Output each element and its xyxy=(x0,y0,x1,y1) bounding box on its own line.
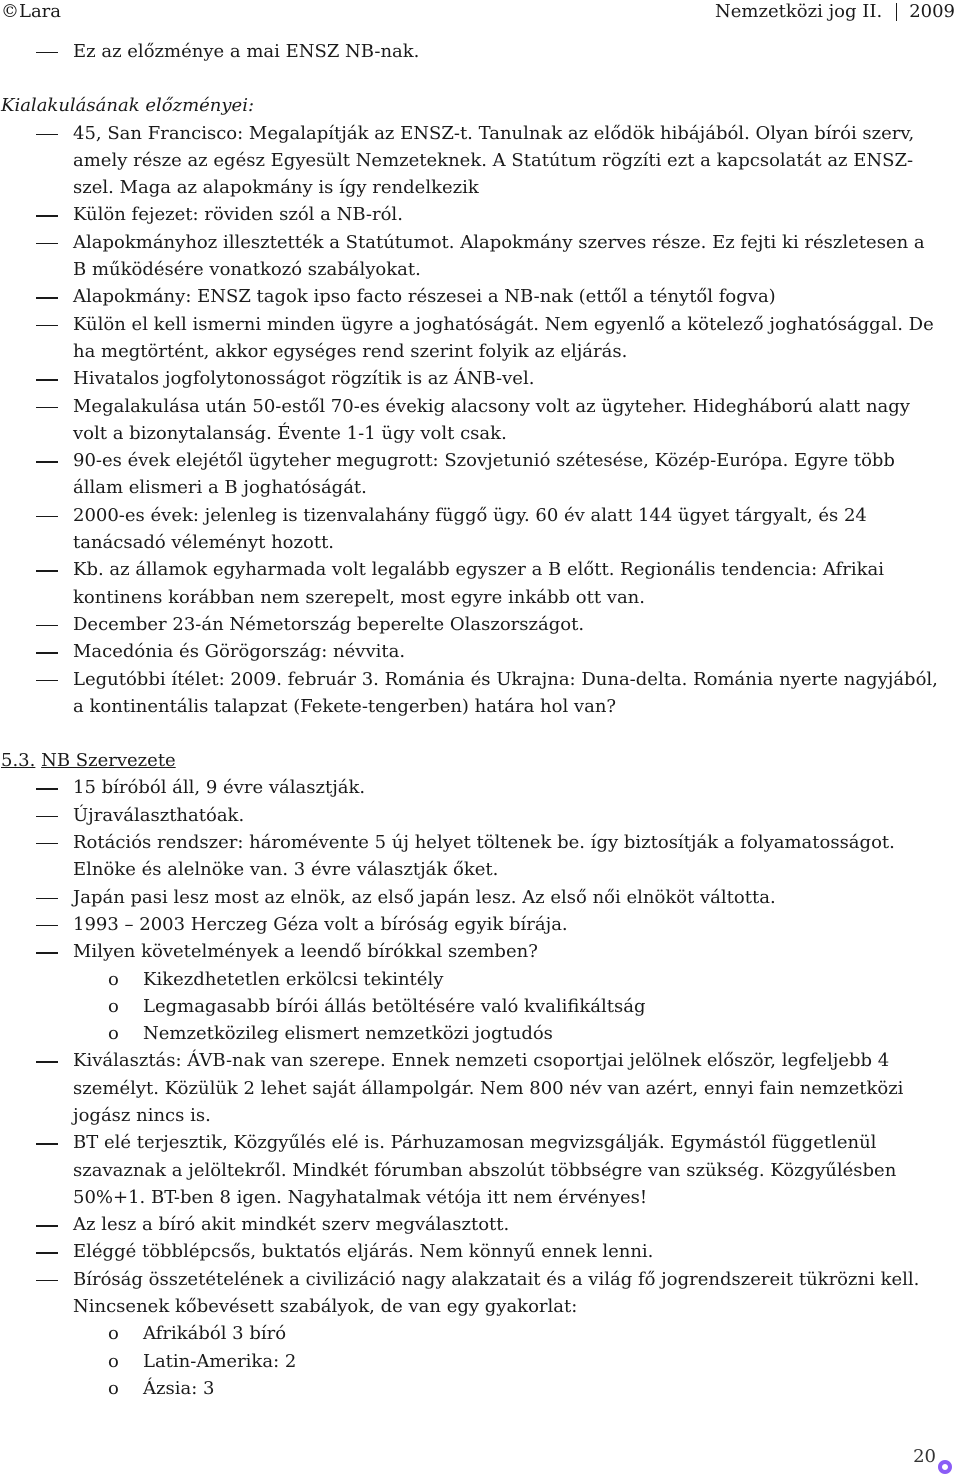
list-item xyxy=(0,802,960,829)
course-title: Nemzetközi jog II. xyxy=(715,1,883,22)
page-header xyxy=(0,0,960,26)
list-item-text: Az lesz a bíró akit mindkét szerv megválasztott. xyxy=(73,1214,510,1236)
list-item-text: BT elé terjesztik, Közgyűlés elé is. Párhuzamosan megvizsgálják. Egymástól függetlenül szavaznak a jelöltekről. Mindkét fórumban abszolút többségre van szükség. Közgyűlésben 50%+1. BT-ben 8 igen. Nagyhatalmak vétója itt nem érvényes! xyxy=(73,1132,897,1208)
list-item xyxy=(0,666,960,721)
sub-list-item xyxy=(0,966,960,993)
sub-list-item xyxy=(0,1348,960,1375)
list-item xyxy=(0,201,960,228)
list-item-text: Újraválaszthatóak. xyxy=(73,804,245,826)
list-item-text: 1993 – 2003 Herczeg Géza volt a bíróság egyik bírája. xyxy=(73,913,568,935)
list-item-text: 2000-es évek: jelenleg is tizenvalahány függő ügy. 60 év alatt 144 ügyet tárgyalt, és 24 tanácsadó véleményt hozott. xyxy=(73,504,867,554)
list-item-text: Megalakulása után 50-estől 70-es évekig alacsony volt az ügyteher. Hidegháború alatt nagy volt a bizonytalanság. Évente 1-1 ügy volt csak. xyxy=(73,395,910,444)
header-course-info xyxy=(715,0,955,24)
page-number: 20 xyxy=(913,1446,936,1467)
list-item xyxy=(0,38,960,65)
list-item-text: Milyen követelmények a leendő bírókkal szemben? xyxy=(73,941,538,963)
sub-list-item xyxy=(0,1375,960,1402)
circle-bullet: o xyxy=(108,968,119,990)
list-item xyxy=(0,884,960,911)
sub-list-item-text: Kikezdhetetlen erkölcsi tekintély xyxy=(143,968,444,990)
sub-list-item xyxy=(0,1020,960,1047)
list-item-text: Ez az előzménye a mai ENSZ NB-nak. xyxy=(73,41,420,62)
sub-list-item-text: Nemzetközileg elismert nemzetközi jogtudós xyxy=(143,1023,553,1045)
list-item xyxy=(0,283,960,310)
circle-bullet: o xyxy=(108,1377,119,1399)
list-item-text: Legutóbbi ítélet: 2009. február 3. Románia és Ukrajna: Duna-delta. Románia nyerte nagyjából, a kontinentális talapzat (Fekete-tengerben) határa hol van? xyxy=(73,668,938,717)
list-item-text: Macedónia és Görögország: névvita. xyxy=(73,641,406,663)
sub-list-item-text: Latin-Amerika: 2 xyxy=(143,1350,297,1372)
list-item xyxy=(0,365,960,392)
watermark-logo-icon xyxy=(938,1460,952,1474)
section-title: NB Szervezete xyxy=(41,750,176,772)
header-separator xyxy=(896,3,897,21)
list-item-text: Alapokmány: ENSZ tagok ipso facto részesei a NB-nak (ettől a ténytől fogva) xyxy=(73,286,776,308)
list-item xyxy=(0,1266,960,1321)
list-item xyxy=(0,311,960,366)
list-item xyxy=(0,1211,960,1238)
section-heading-history: Kialakulásának előzményei: xyxy=(1,95,255,117)
list-item-text: Kiválasztás: ÁVB-nak van szerepe. Ennek nemzeti csoportjai jelölnek először, legfeljebb 4 személyt. Közülük 2 lehet saját állampolgár. Nem 800 név van azért, ennyi fain nemzetközi jogász nincs is. xyxy=(73,1050,904,1126)
list-item-text: Kb. az államok egyharmada volt legalább egyszer a B előtt. Regionális tendencia: Afrikai kontinens korábban nem szerepelt, most egyre inkább ott van. xyxy=(73,559,884,608)
list-item-text: December 23-án Németország beperelte Olaszországot. xyxy=(73,613,585,635)
list-item xyxy=(0,774,960,801)
list-item xyxy=(0,911,960,938)
sub-list-item-text: Legmagasabb bírói állás betöltésére való kvalifikáltság xyxy=(143,995,646,1017)
course-year: 2009 xyxy=(909,1,955,22)
list-item xyxy=(0,1129,960,1211)
circle-bullet: o xyxy=(108,1350,119,1372)
sub-list-item-text: Afrikából 3 bíró xyxy=(143,1323,287,1345)
list-item-text: Külön el kell ismerni minden ügyre a joghatóságát. Nem egyenlő a kötelező joghatósággal. De ha megtörtént, akkor egységes rend szerint folyik az eljárás. xyxy=(73,313,934,362)
list-item xyxy=(0,938,960,965)
list-item-text: 90-es évek elejétől ügyteher megugrott: Szovjetunió szétesése, Közép-Európa. Egyre több állam elismeri a B joghatóságát. xyxy=(73,450,895,499)
copyright-author: ©Lara xyxy=(1,1,62,22)
list-item-text: Japán pasi lesz most az elnök, az első japán lesz. Az első női elnököt váltotta. xyxy=(73,886,776,908)
list-item xyxy=(0,611,960,638)
sub-list-item xyxy=(0,1320,960,1347)
list-item-text: Külön fejezet: röviden szól a NB-ról. xyxy=(73,204,403,226)
list-item xyxy=(0,556,960,611)
circle-bullet: o xyxy=(108,1023,119,1045)
list-item-text: Alapokmányhoz illesztették a Statútumot. Alapokmány szerves része. Ez fejti ki részletesen a B működésére vonatkozó szabályokat. xyxy=(73,231,925,281)
list-item-text: Bíróság összetételének a civilizáció nagy alakzatait és a világ fő jogrendszereit tükrözni kell. Nincsenek kőbevésett szabályok, de van egy gyakorlat: xyxy=(73,1268,920,1318)
list-item xyxy=(0,229,960,284)
list-item-text: Hivatalos jogfolytonosságot rögzítik is az ÁNB-vel. xyxy=(73,368,535,390)
list-item xyxy=(0,120,960,202)
list-item-text: Eléggé többlépcsős, buktatós eljárás. Nem könnyű ennek lenni. xyxy=(73,1241,654,1263)
list-item xyxy=(0,638,960,665)
list-item xyxy=(0,1238,960,1265)
sub-list-item xyxy=(0,993,960,1020)
list-item-text: Rotációs rendszer: háromévente 5 új helyet töltenek be. így biztosítják a folyamatosságot. Elnöke és alelnöke van. 3 évre választják őket. xyxy=(73,832,895,881)
section-number: 5.3. xyxy=(1,750,36,772)
list-item xyxy=(0,447,960,502)
sub-list-item-text: Ázsia: 3 xyxy=(143,1377,215,1399)
circle-bullet: o xyxy=(108,1323,119,1345)
section-heading-organization xyxy=(0,747,960,774)
list-item-text: 15 bíróból áll, 9 évre választják. xyxy=(73,777,366,799)
list-item xyxy=(0,393,960,448)
circle-bullet: o xyxy=(108,995,119,1017)
list-item xyxy=(0,829,960,884)
list-item-text: 45, San Francisco: Megalapítják az ENSZ-t. Tanulnak az elődök hibájából. Olyan bírói szerv, amely része az egész Egyesült Nemzeteknek. A Statútum rögzíti ezt a kapcsolatát az ENSZ-szel. Maga az alapokmány is így rendelkezik xyxy=(73,122,915,199)
list-item xyxy=(0,1047,960,1129)
document-body xyxy=(0,38,960,1402)
list-item xyxy=(0,502,960,557)
